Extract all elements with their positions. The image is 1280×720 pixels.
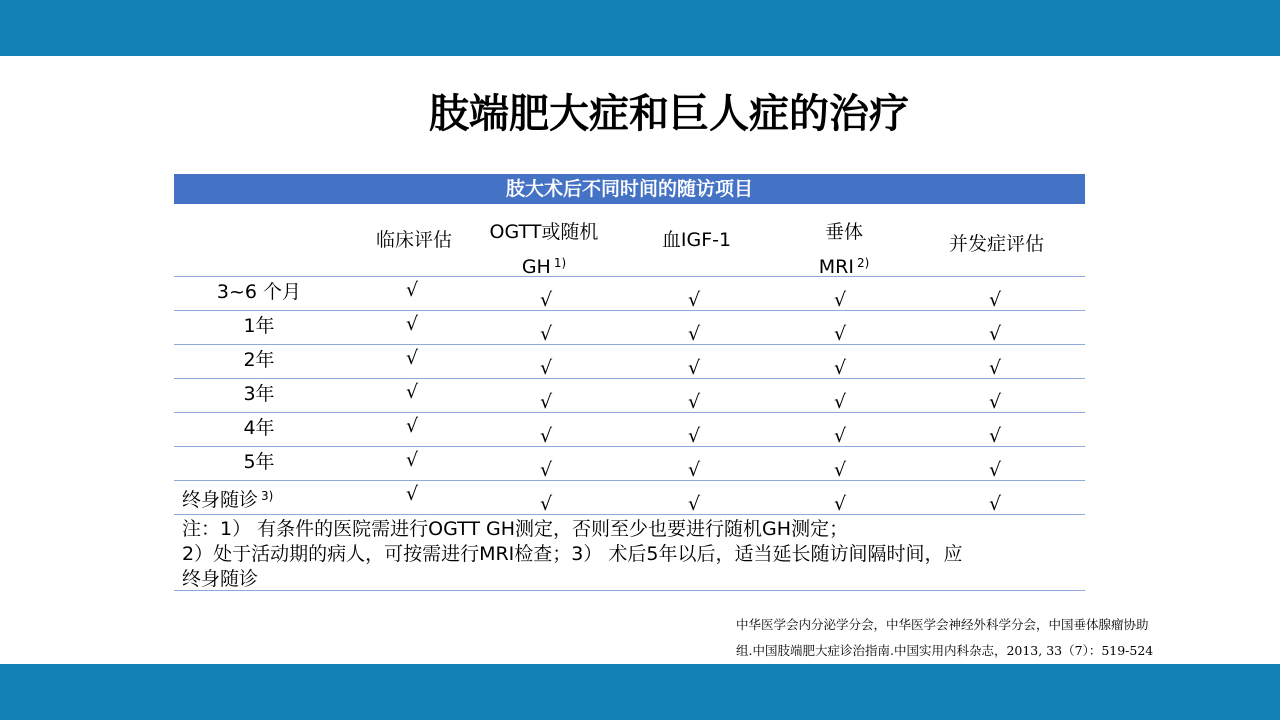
table-header-row	[174, 204, 1085, 277]
note-line-2: 2）处于活动期的病人，可按需进行MRI检查；3） 术后5年以后，适当延长随访间隔时间，应	[182, 543, 963, 565]
check-mark: √	[688, 425, 701, 447]
check-mark: √	[834, 323, 847, 345]
check-mark: √	[688, 357, 701, 379]
row-label: 5年	[243, 451, 275, 473]
row-label: 4年	[243, 417, 275, 439]
row-label-lifelong	[182, 483, 352, 513]
check-mark: √	[406, 381, 419, 403]
header-mri-text: MRI	[818, 256, 854, 278]
check-mark: √	[989, 425, 1002, 447]
check-mark: √	[989, 357, 1002, 379]
check-mark: √	[406, 347, 419, 369]
check-mark: √	[406, 313, 419, 335]
follow-up-table	[174, 174, 1085, 591]
row-label: 2年	[243, 349, 275, 371]
check-mark: √	[540, 357, 553, 379]
check-mark: √	[834, 425, 847, 447]
row-footnote: 3)	[261, 489, 274, 503]
check-mark: √	[834, 289, 847, 311]
check-mark: √	[688, 459, 701, 481]
header-ogtt-line1: OGTT或随机	[489, 221, 599, 243]
citation-line-1: 中华医学会内分泌学分会，中华医学会神经外科学分会，中国垂体腺瘤协助	[736, 617, 1149, 632]
header-mri-line2	[794, 252, 894, 278]
table-caption: 肢大术后不同时间的随访项目	[174, 174, 1085, 204]
check-mark: √	[540, 459, 553, 481]
citation-line-2: 组.中国肢端肥大症诊治指南.中国实用内科杂志，2013, 33（7）：519-524	[736, 643, 1154, 658]
check-mark: √	[406, 279, 419, 301]
top-banner	[0, 0, 1280, 56]
check-mark: √	[989, 323, 1002, 345]
header-ogtt-footnote: 1)	[553, 256, 567, 270]
row-label-text: 终身随诊	[182, 489, 259, 511]
bottom-banner	[0, 664, 1280, 720]
check-mark: √	[540, 323, 553, 345]
header-complication-assessment: 并发症评估	[948, 233, 1044, 255]
row-label: 3年	[243, 383, 275, 405]
row-label: 3~6 个月	[216, 281, 302, 303]
table-row	[174, 413, 1085, 447]
check-mark: √	[406, 415, 419, 437]
table-row	[174, 277, 1085, 311]
check-mark: √	[688, 493, 701, 515]
check-mark: √	[834, 493, 847, 515]
check-mark: √	[834, 357, 847, 379]
check-mark: √	[540, 289, 553, 311]
header-igf1: 血IGF-1	[661, 229, 732, 251]
citation	[736, 612, 1236, 664]
check-mark: √	[989, 493, 1002, 515]
check-mark: √	[406, 449, 419, 471]
check-mark: √	[540, 493, 553, 515]
header-ogtt-gh	[479, 212, 609, 278]
header-mri-line1: 垂体	[824, 221, 863, 243]
check-mark: √	[540, 391, 553, 413]
check-mark: √	[989, 289, 1002, 311]
table-row	[174, 447, 1085, 481]
check-mark: √	[688, 391, 701, 413]
check-mark: √	[989, 391, 1002, 413]
header-mri-footnote: 2)	[856, 256, 870, 270]
page-title: 肢端肥大症和巨人症的治疗	[429, 91, 909, 137]
check-mark: √	[540, 425, 553, 447]
note-line-1: 注：1） 有条件的医院需进行OGTT GH测定，否则至少也要进行随机GH测定；	[182, 518, 849, 540]
header-ogtt-line2	[479, 252, 609, 278]
check-mark: √	[688, 289, 701, 311]
table-row	[174, 345, 1085, 379]
header-clinical-assessment: 临床评估	[375, 229, 452, 251]
header-ogtt-gh-text: GH	[521, 256, 551, 278]
row-label: 1年	[243, 315, 275, 337]
check-mark: √	[688, 323, 701, 345]
table-row	[174, 379, 1085, 413]
note-line-3: 终身随诊	[182, 568, 259, 590]
check-mark: √	[989, 459, 1002, 481]
check-mark: √	[406, 483, 419, 505]
table-notes	[174, 515, 1085, 591]
table-row	[174, 311, 1085, 345]
header-pituitary-mri	[794, 212, 894, 278]
check-mark: √	[834, 459, 847, 481]
table-row	[174, 481, 1085, 515]
check-mark: √	[834, 391, 847, 413]
